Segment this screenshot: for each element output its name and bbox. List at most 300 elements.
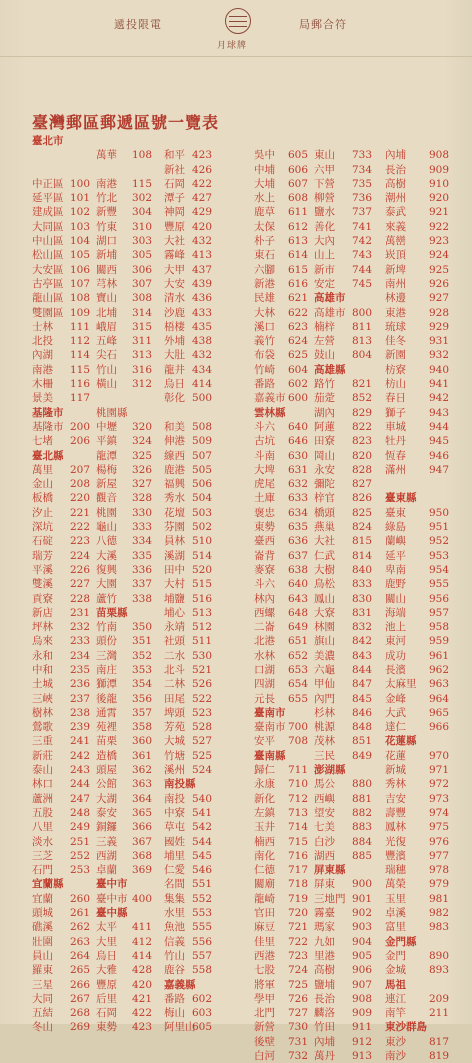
zip-cell: 永康 bbox=[254, 778, 275, 791]
zip-cell: 南竿 bbox=[385, 1007, 406, 1020]
zip-cell: 朴子 bbox=[254, 235, 275, 248]
zip-cell: 521 bbox=[192, 663, 213, 676]
region-header: 苗栗縣 bbox=[96, 606, 128, 619]
zip-cell: 五峰 bbox=[96, 335, 117, 348]
zip-row bbox=[32, 734, 214, 748]
zip-cell: 950 bbox=[429, 506, 450, 519]
zip-cell: 大園 bbox=[96, 578, 117, 591]
zip-cell: 804 bbox=[352, 349, 373, 362]
zip-cell: 522 bbox=[192, 692, 213, 705]
zip-cell: 建成區 bbox=[32, 206, 64, 219]
zip-cell: 恆春 bbox=[385, 449, 406, 462]
zip-cell: 604 bbox=[288, 363, 309, 376]
zip-cell: 霧峰 bbox=[164, 249, 185, 262]
zip-cell: 南投 bbox=[164, 792, 185, 805]
zip-row bbox=[385, 663, 471, 677]
zip-row bbox=[385, 205, 471, 219]
zip-cell: 718 bbox=[288, 878, 309, 891]
zip-row bbox=[32, 792, 214, 806]
zip-cell: 613 bbox=[288, 235, 309, 248]
zip-cell: 彰化 bbox=[164, 392, 185, 405]
zip-cell: 556 bbox=[192, 935, 213, 948]
zip-cell: 920 bbox=[429, 192, 450, 205]
zip-cell: 六龜 bbox=[314, 663, 335, 676]
zip-cell: 249 bbox=[70, 821, 91, 834]
zip-cell: 961 bbox=[429, 649, 450, 662]
zip-cell: 八里 bbox=[32, 821, 53, 834]
zip-cell: 302 bbox=[132, 192, 153, 205]
zip-cell: 來義 bbox=[385, 220, 406, 233]
zip-row bbox=[385, 592, 471, 606]
zip-cell: 921 bbox=[429, 206, 450, 219]
zip-row bbox=[385, 391, 471, 405]
zip-row bbox=[254, 649, 380, 663]
zip-row bbox=[254, 491, 380, 505]
zip-cell: 411 bbox=[132, 921, 153, 934]
zip-cell: 蘆洲 bbox=[32, 792, 53, 805]
zip-cell: 埤頭 bbox=[164, 706, 185, 719]
zip-row bbox=[385, 177, 471, 191]
zip-row bbox=[32, 191, 214, 205]
zip-row bbox=[254, 320, 380, 334]
zip-cell: 大雅 bbox=[96, 964, 117, 977]
zip-cell: 南沙 bbox=[385, 1050, 406, 1062]
zip-cell: 芎林 bbox=[96, 277, 117, 290]
zip-cell: 三義 bbox=[96, 835, 117, 848]
zip-cell: 233 bbox=[70, 635, 91, 648]
zip-cell: 905 bbox=[352, 949, 373, 962]
zip-cell: 890 bbox=[429, 949, 450, 962]
zip-cell: 南港 bbox=[32, 363, 53, 376]
zip-cell: 832 bbox=[352, 621, 373, 634]
region-header: 嘉義縣 bbox=[164, 978, 196, 991]
zip-cell: 頭份 bbox=[96, 635, 117, 648]
zip-row bbox=[32, 306, 214, 320]
zip-cell: 737 bbox=[352, 206, 373, 219]
zip-cell: 615 bbox=[288, 263, 309, 276]
zip-row bbox=[385, 506, 471, 520]
zip-row bbox=[254, 806, 380, 820]
zip-cell: 仁德 bbox=[254, 864, 275, 877]
zip-cell: 太麻里 bbox=[385, 678, 417, 691]
zip-cell: 108 bbox=[132, 149, 153, 162]
region-header: 高雄市 bbox=[314, 292, 346, 305]
zip-cell: 648 bbox=[288, 606, 309, 619]
zip-row bbox=[254, 820, 380, 834]
zip-cell: 中埔 bbox=[254, 163, 275, 176]
zip-cell: 910 bbox=[429, 177, 450, 190]
zip-cell: 744 bbox=[352, 263, 373, 276]
zip-cell: 966 bbox=[429, 721, 450, 734]
zip-cell: 國姓 bbox=[164, 835, 185, 848]
zip-row bbox=[32, 463, 214, 477]
zip-row bbox=[32, 1020, 214, 1034]
zip-cell: 500 bbox=[192, 392, 213, 405]
zip-cell: 龍山區 bbox=[32, 292, 64, 305]
region-header: 臺北市 bbox=[32, 135, 64, 147]
zip-cell: 981 bbox=[429, 892, 450, 905]
zip-cell: 坪林 bbox=[32, 621, 53, 634]
zip-row bbox=[385, 677, 471, 691]
zip-row bbox=[254, 777, 380, 791]
zip-cell: 四湖 bbox=[254, 678, 275, 691]
zip-cell: 卑南 bbox=[385, 563, 406, 576]
zip-cell: 獅潭 bbox=[96, 678, 117, 691]
zip-cell: 安平 bbox=[254, 735, 275, 748]
zip-row bbox=[385, 749, 471, 763]
zip-cell: 海端 bbox=[385, 606, 406, 619]
zip-cell: 石岡 bbox=[96, 1007, 117, 1020]
zip-cell: 209 bbox=[429, 992, 450, 1005]
zip-cell: 975 bbox=[429, 821, 450, 834]
zip-cell: 104 bbox=[70, 235, 91, 248]
zip-cell: 礁溪 bbox=[32, 921, 53, 934]
zip-cell: 239 bbox=[70, 721, 91, 734]
zip-cell: 新店 bbox=[32, 606, 53, 619]
zip-row bbox=[385, 134, 471, 148]
zip-cell: 607 bbox=[288, 177, 309, 190]
zip-cell: 602 bbox=[288, 378, 309, 391]
zip-cell: 板橋 bbox=[32, 492, 53, 505]
zip-cell: 北斗 bbox=[164, 663, 185, 676]
region-header: 馬祖 bbox=[385, 978, 406, 991]
zip-row bbox=[32, 449, 214, 463]
zip-cell: 320 bbox=[132, 420, 153, 433]
zip-cell: 蘭嶼 bbox=[385, 535, 406, 548]
zip-cell: 大甲 bbox=[164, 263, 185, 276]
zip-cell: 420 bbox=[192, 220, 213, 233]
region-header: 南投縣 bbox=[164, 778, 196, 791]
zip-cell: 334 bbox=[132, 535, 153, 548]
region-header: 雲林縣 bbox=[254, 406, 286, 419]
zip-cell: 435 bbox=[192, 320, 213, 333]
zip-cell: 大同 bbox=[32, 992, 53, 1005]
zip-cell: 長治 bbox=[314, 992, 335, 1005]
zip-row bbox=[254, 277, 380, 291]
zip-cell: 825 bbox=[352, 506, 373, 519]
zip-row bbox=[32, 234, 214, 248]
zip-row bbox=[32, 777, 214, 791]
zip-cell: 豐原 bbox=[96, 978, 117, 991]
zip-cell: 643 bbox=[288, 592, 309, 605]
zip-cell: 關廟 bbox=[254, 878, 275, 891]
zip-cell: 922 bbox=[429, 220, 450, 233]
zip-cell: 新城 bbox=[385, 764, 406, 777]
zip-row bbox=[254, 677, 380, 691]
zip-cell: 422 bbox=[132, 1007, 153, 1020]
zip-cell: 546 bbox=[192, 864, 213, 877]
zip-cell: 元長 bbox=[254, 692, 275, 705]
zip-row bbox=[32, 391, 214, 405]
zip-cell: 957 bbox=[429, 606, 450, 619]
zip-cell: 846 bbox=[352, 706, 373, 719]
zip-cell: 510 bbox=[192, 535, 213, 548]
zip-cell: 432 bbox=[192, 349, 213, 362]
zip-row bbox=[385, 477, 471, 491]
zip-cell: 三峽 bbox=[32, 692, 53, 705]
zip-cell: 古亭區 bbox=[32, 277, 64, 290]
zip-cell: 中寮 bbox=[164, 806, 185, 819]
zip-cell: 北港 bbox=[254, 635, 275, 648]
zip-cell: 602 bbox=[192, 992, 213, 1005]
zip-cell: 974 bbox=[429, 806, 450, 819]
zip-row bbox=[385, 849, 471, 863]
zip-row bbox=[254, 920, 380, 934]
zip-cell: 700 bbox=[288, 721, 309, 734]
zip-cell: 內湖 bbox=[32, 349, 53, 362]
zip-cell: 鹿港 bbox=[164, 463, 185, 476]
zip-cell: 麻豆 bbox=[254, 921, 275, 934]
zip-cell: 鹽水 bbox=[314, 206, 335, 219]
zip-cell: 壯圍 bbox=[32, 935, 53, 948]
zip-cell: 芳苑 bbox=[164, 721, 185, 734]
zip-row bbox=[32, 720, 214, 734]
zip-cell: 252 bbox=[70, 849, 91, 862]
zip-cell: 大安區 bbox=[32, 263, 64, 276]
zip-cell: 265 bbox=[70, 964, 91, 977]
region-header: 臺中縣 bbox=[96, 907, 128, 920]
zip-cell: 822 bbox=[352, 420, 373, 433]
zip-cell: 512 bbox=[192, 621, 213, 634]
zip-cell: 魚池 bbox=[164, 921, 185, 934]
zip-cell: 新化 bbox=[254, 792, 275, 805]
zip-cell: 龍崎 bbox=[254, 892, 275, 905]
zip-cell: 大林 bbox=[254, 306, 275, 319]
header-right-label: 局郵合符 bbox=[299, 18, 347, 31]
zip-cell: 斗六 bbox=[254, 578, 275, 591]
zip-cell: 623 bbox=[288, 320, 309, 333]
zip-row bbox=[254, 377, 380, 391]
zip-row bbox=[254, 935, 380, 949]
zip-cell: 臺中市 bbox=[96, 892, 128, 905]
zip-cell: 湖西 bbox=[314, 849, 335, 862]
zip-cell: 大埤 bbox=[254, 463, 275, 476]
zip-row bbox=[32, 163, 214, 177]
zip-cell: 大城 bbox=[164, 735, 185, 748]
zip-row bbox=[32, 477, 214, 491]
zip-cell: 七股 bbox=[254, 964, 275, 977]
zip-cell: 基隆市 bbox=[32, 420, 64, 433]
zip-cell: 830 bbox=[352, 592, 373, 605]
zip-cell: 432 bbox=[192, 235, 213, 248]
zip-row bbox=[254, 849, 380, 863]
zip-cell: 819 bbox=[429, 1050, 450, 1062]
zip-cell: 357 bbox=[132, 706, 153, 719]
zip-cell: 313 bbox=[132, 349, 153, 362]
zip-cell: 913 bbox=[352, 1050, 373, 1062]
zip-cell: 736 bbox=[352, 192, 373, 205]
zip-cell: 310 bbox=[132, 220, 153, 233]
zip-row bbox=[254, 763, 380, 777]
zip-cell: 大武 bbox=[385, 706, 406, 719]
zip-cell: 823 bbox=[352, 435, 373, 448]
zip-cell: 芬園 bbox=[164, 521, 185, 534]
zip-row bbox=[385, 1006, 471, 1020]
zip-cell: 911 bbox=[352, 1021, 373, 1034]
zip-cell: 638 bbox=[288, 563, 309, 576]
zip-cell: 247 bbox=[70, 792, 91, 805]
zip-cell: 614 bbox=[288, 249, 309, 262]
zip-cell: 433 bbox=[192, 306, 213, 319]
zip-cell: 美濃 bbox=[314, 649, 335, 662]
zip-cell: 881 bbox=[352, 792, 373, 805]
zip-cell: 423 bbox=[192, 149, 213, 162]
zip-cell: 員山 bbox=[32, 949, 53, 962]
zip-row bbox=[254, 134, 380, 148]
zip-cell: 布袋 bbox=[254, 349, 275, 362]
zip-cell: 里港 bbox=[314, 949, 335, 962]
zip-cell: 大肚 bbox=[164, 349, 185, 362]
zip-row bbox=[385, 291, 471, 305]
zip-cell: 367 bbox=[132, 835, 153, 848]
zip-cell: 西螺 bbox=[254, 606, 275, 619]
zip-cell: 瑪家 bbox=[314, 921, 335, 934]
zip-cell: 玉里 bbox=[385, 892, 406, 905]
zip-row bbox=[254, 606, 380, 620]
zip-cell: 525 bbox=[192, 749, 213, 762]
zip-cell: 100 bbox=[70, 177, 91, 190]
zip-row bbox=[385, 348, 471, 362]
zip-cell: 瑞芳 bbox=[32, 549, 53, 562]
zip-cell: 田尾 bbox=[164, 692, 185, 705]
zip-cell: 513 bbox=[192, 606, 213, 619]
zip-cell: 266 bbox=[70, 978, 91, 991]
zip-cell: 903 bbox=[352, 921, 373, 934]
globe-line bbox=[229, 16, 247, 17]
zip-cell: 509 bbox=[192, 435, 213, 448]
zip-row bbox=[254, 749, 380, 763]
zip-cell: 600 bbox=[288, 392, 309, 405]
zip-cell: 527 bbox=[192, 735, 213, 748]
zip-cell: 101 bbox=[70, 192, 91, 205]
zip-row bbox=[385, 563, 471, 577]
zip-cell: 池上 bbox=[385, 621, 406, 634]
zip-cell: 竹山 bbox=[164, 949, 185, 962]
zip-cell: 414 bbox=[132, 949, 153, 962]
zip-cell: 復興 bbox=[96, 563, 117, 576]
zip-cell: 歸仁 bbox=[254, 764, 275, 777]
zip-cell: 883 bbox=[352, 821, 373, 834]
zip-cell: 淡水 bbox=[32, 835, 53, 848]
zip-row bbox=[254, 1020, 380, 1034]
zip-cell: 308 bbox=[132, 292, 153, 305]
zip-cell: 白沙 bbox=[314, 835, 335, 848]
zip-row bbox=[32, 620, 214, 634]
zip-cell: 長治 bbox=[385, 163, 406, 176]
zip-cell: 885 bbox=[352, 849, 373, 862]
zip-cell: 金山 bbox=[32, 478, 53, 491]
zip-cell: 鶯歌 bbox=[32, 721, 53, 734]
envelope-flap-line bbox=[0, 56, 472, 57]
zip-cell: 馬公 bbox=[314, 778, 335, 791]
zip-row bbox=[254, 992, 380, 1006]
zip-cell: 227 bbox=[70, 578, 91, 591]
zip-cell: 臺西 bbox=[254, 535, 275, 548]
zip-row bbox=[385, 420, 471, 434]
zip-cell: 721 bbox=[288, 921, 309, 934]
zip-cell: 365 bbox=[132, 806, 153, 819]
zip-cell: 竹東 bbox=[96, 220, 117, 233]
zip-cell: 後龍 bbox=[96, 692, 117, 705]
zip-cell: 大埔 bbox=[254, 177, 275, 190]
zip-cell: 蘆竹 bbox=[96, 592, 117, 605]
zip-cell: 湖內 bbox=[314, 406, 335, 419]
zip-row bbox=[32, 706, 214, 720]
zip-cell: 後壁 bbox=[254, 1035, 275, 1048]
zip-row bbox=[385, 449, 471, 463]
zip-row bbox=[254, 248, 380, 262]
zip-cell: 551 bbox=[192, 878, 213, 891]
zip-cell: 720 bbox=[288, 907, 309, 920]
zip-cell: 909 bbox=[352, 1007, 373, 1020]
zip-cell: 979 bbox=[429, 878, 450, 891]
zip-cell: 940 bbox=[429, 363, 450, 376]
zip-cell: 947 bbox=[429, 463, 450, 476]
zip-cell: 中正區 bbox=[32, 177, 64, 190]
zip-cell: 西嶼 bbox=[314, 792, 335, 805]
zip-cell: 中壢 bbox=[96, 420, 117, 433]
zip-cell: 243 bbox=[70, 764, 91, 777]
zip-cell: 505 bbox=[192, 463, 213, 476]
zip-cell: 高樹 bbox=[314, 964, 335, 977]
zip-cell: 904 bbox=[352, 935, 373, 948]
zip-cell: 茄萣 bbox=[314, 392, 335, 405]
zip-cell: 223 bbox=[70, 535, 91, 548]
zip-cell: 將軍 bbox=[254, 978, 275, 991]
zip-cell: 外埔 bbox=[164, 335, 185, 348]
zip-cell: 906 bbox=[352, 964, 373, 977]
zip-cell: 鳳山 bbox=[314, 592, 335, 605]
zip-cell: 114 bbox=[70, 349, 91, 362]
zip-cell: 竹田 bbox=[314, 1021, 335, 1034]
zip-cell: 秀林 bbox=[385, 778, 406, 791]
zip-cell: 萬巒 bbox=[385, 235, 406, 248]
zip-row bbox=[385, 963, 471, 977]
zip-cell: 橫山 bbox=[96, 378, 117, 391]
zip-cell: 龍潭 bbox=[96, 449, 117, 462]
zip-cell: 麥寮 bbox=[254, 563, 275, 576]
zip-cell: 220 bbox=[70, 492, 91, 505]
zip-row bbox=[254, 1049, 380, 1063]
zip-row bbox=[32, 420, 214, 434]
zip-cell: 946 bbox=[429, 449, 450, 462]
zip-cell: 851 bbox=[352, 735, 373, 748]
zip-cell: 420 bbox=[132, 978, 153, 991]
zip-cell: 264 bbox=[70, 949, 91, 962]
zip-row bbox=[254, 177, 380, 191]
zip-cell: 神岡 bbox=[164, 206, 185, 219]
zip-cell: 507 bbox=[192, 449, 213, 462]
zip-cell: 烏來 bbox=[32, 635, 53, 648]
zip-cell: 萬華 bbox=[96, 149, 117, 162]
zip-row bbox=[254, 391, 380, 405]
zip-cell: 261 bbox=[70, 907, 91, 920]
zip-row bbox=[254, 1035, 380, 1049]
zip-cell: 關西 bbox=[96, 263, 117, 276]
zip-cell: 632 bbox=[288, 478, 309, 491]
zip-cell: 821 bbox=[352, 378, 373, 391]
zip-row bbox=[385, 863, 471, 877]
zip-cell: 甲仙 bbox=[314, 678, 335, 691]
zip-cell: 506 bbox=[192, 478, 213, 491]
zip-cell: 630 bbox=[288, 449, 309, 462]
zip-cell: 553 bbox=[192, 907, 213, 920]
zip-cell: 226 bbox=[70, 563, 91, 576]
globe-line bbox=[229, 21, 247, 22]
zip-cell: 褒忠 bbox=[254, 506, 275, 519]
zip-cell: 豐濱 bbox=[385, 849, 406, 862]
zip-cell: 364 bbox=[132, 792, 153, 805]
